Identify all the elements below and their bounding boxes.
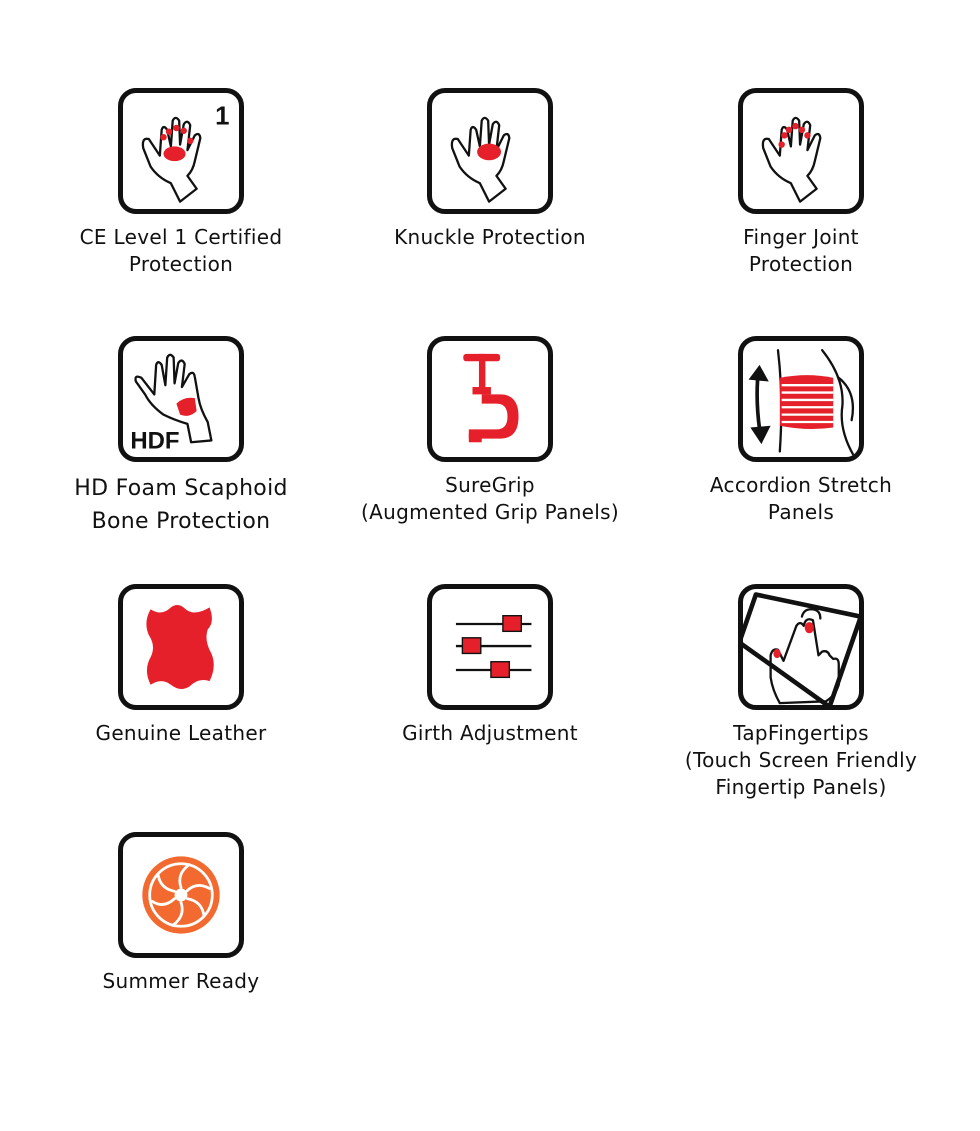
feature-label-line: Genuine Leather [95, 721, 267, 745]
feature-label-line: Accordion Stretch [709, 473, 893, 497]
feature-label-line: (Touch Screen Friendly [684, 748, 918, 772]
clamp-grip-icon [427, 336, 553, 462]
feature-label [651, 224, 951, 278]
glove-ce-level-1-icon [118, 88, 244, 214]
level-badge: 1 [215, 102, 230, 131]
feature-label [31, 720, 331, 747]
feature-label [31, 224, 331, 278]
feature-label-line: Finger Joint [743, 225, 859, 249]
feature-label-line: CE Level 1 Certified [79, 225, 283, 249]
feature-label-line: Summer Ready [102, 969, 260, 993]
feature-suregrip [340, 336, 640, 526]
hdf-badge: HDF [130, 427, 180, 455]
feature-summer-ready [31, 832, 331, 995]
feature-label [340, 720, 640, 747]
feature-knuckle-protection [340, 88, 640, 251]
girth-sliders-icon [427, 584, 553, 710]
feature-label [340, 472, 640, 526]
feature-ce-level-1 [31, 88, 331, 278]
feature-label-line: Panels [767, 500, 835, 524]
feature-label [31, 968, 331, 995]
accordion-stretch-icon [738, 336, 864, 462]
feature-tapfingertips [651, 584, 951, 801]
feature-label-line: Protection [748, 252, 854, 276]
glove-hdf-scaphoid-icon [118, 336, 244, 462]
feature-label [31, 472, 331, 538]
feature-label-line: Fingertip Panels) [715, 775, 887, 799]
feature-hdf-scaphoid [31, 336, 331, 538]
feature-girth-adjustment [340, 584, 640, 747]
feature-finger-joint [651, 88, 951, 278]
touchscreen-finger-icon [738, 584, 864, 710]
feature-accordion-stretch [651, 336, 951, 526]
feature-label-line: Knuckle Protection [394, 225, 586, 249]
feature-label-line: TapFingertips [733, 721, 869, 745]
feature-label [651, 720, 951, 801]
feature-label-line: Girth Adjustment [402, 721, 578, 745]
feature-label-line: (Augmented Grip Panels) [361, 500, 619, 524]
feature-label [340, 224, 640, 251]
feature-label-line: HD Foam Scaphoid [74, 476, 288, 501]
feature-label [651, 472, 951, 526]
glove-finger-joint-icon [738, 88, 864, 214]
feature-label-line: SureGrip [445, 473, 535, 497]
fan-vent-icon [118, 832, 244, 958]
glove-knuckle-icon [427, 88, 553, 214]
feature-label-line: Bone Protection [91, 509, 271, 534]
feature-label-line: Protection [128, 252, 234, 276]
feature-genuine-leather [31, 584, 331, 747]
leather-hide-icon [118, 584, 244, 710]
